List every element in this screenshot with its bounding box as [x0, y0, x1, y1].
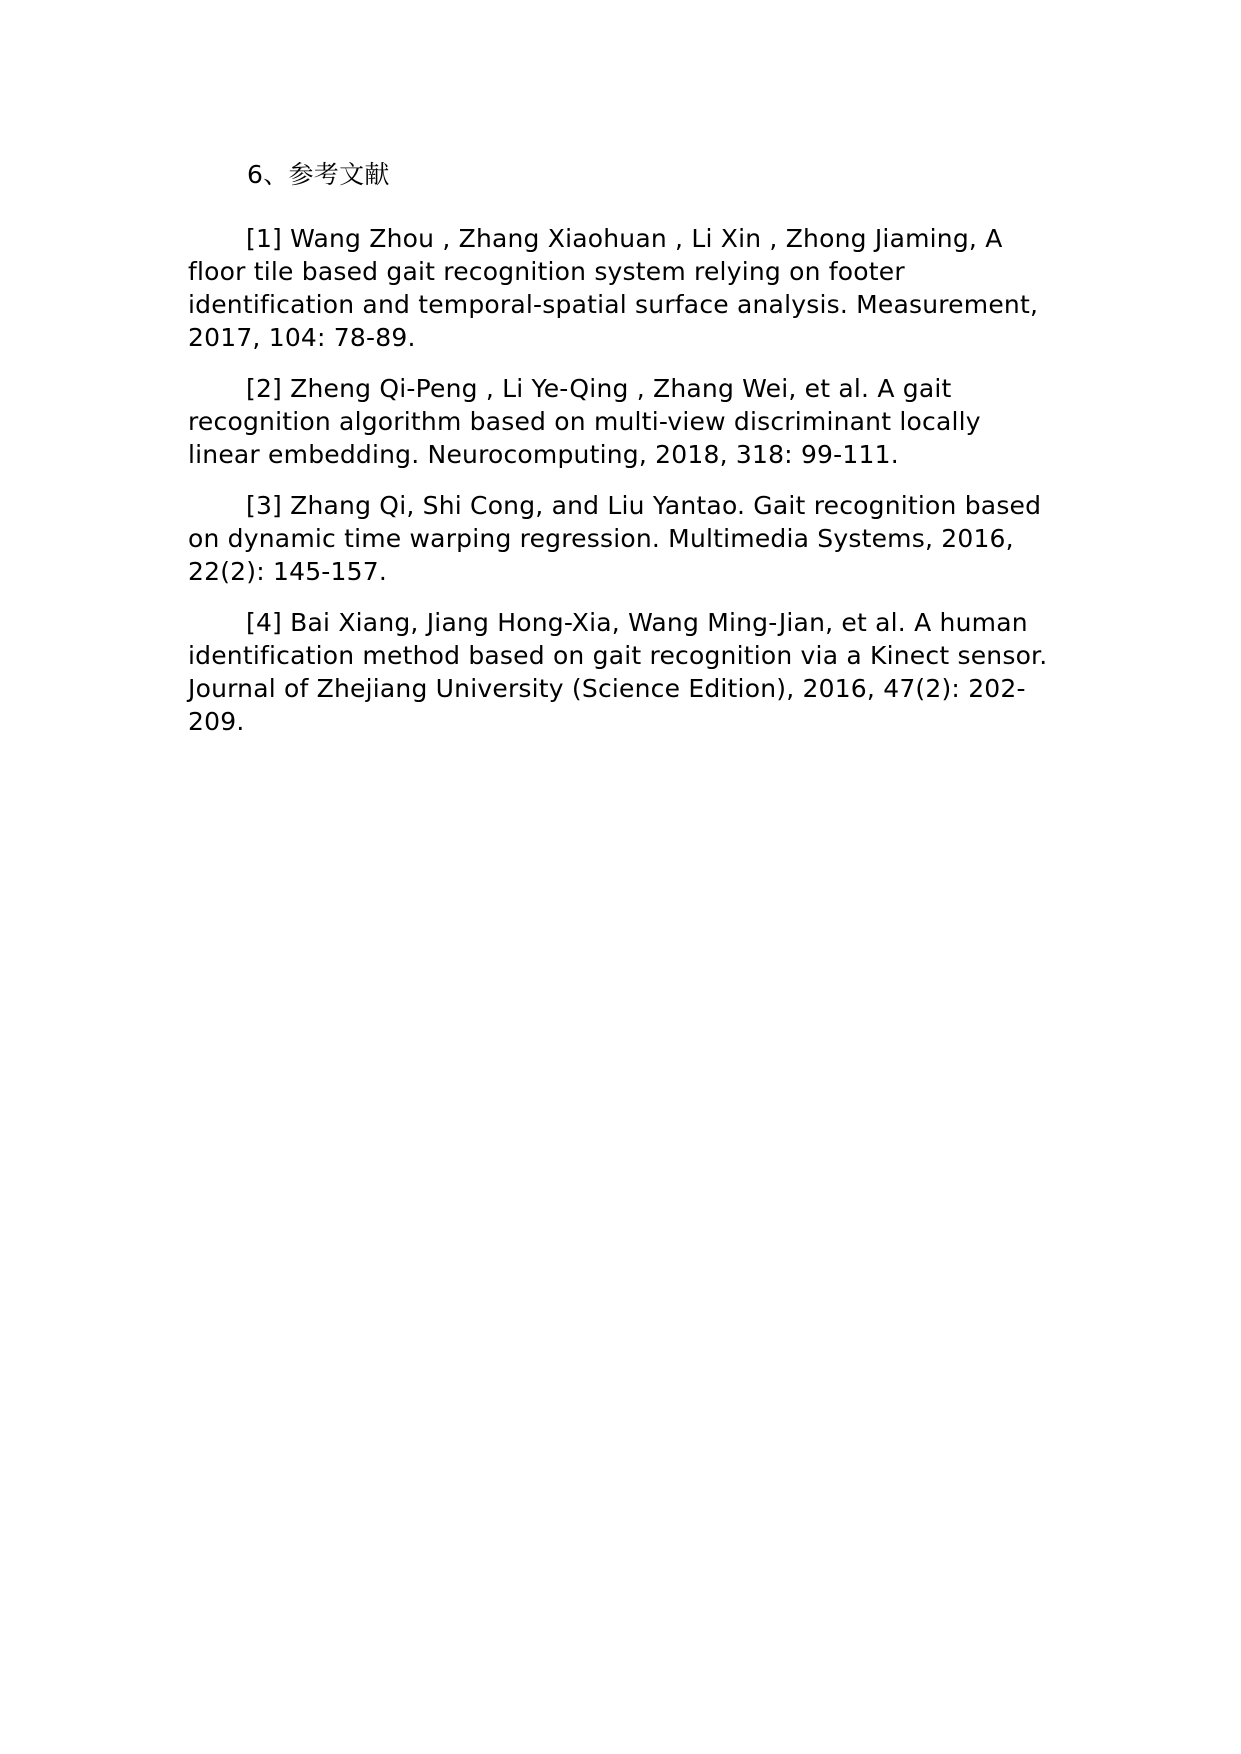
reference-item-4: [4] Bai Xiang, Jiang Hong-Xia, Wang Ming-Jian, et al. A human identification method based on gait recognition via a Kinect sensor. Journal of Zhejiang University (Science Edition), 2016, 47(2): 202-209. — [188, 608, 1048, 736]
reference-item-3: [3] Zhang Qi, Shi Cong, and Liu Yantao. Gait recognition based on dynamic time warping regression. Multimedia Systems, 2016, 22(2): 145-157. — [188, 491, 1042, 586]
section-heading: 6、参考文献 — [247, 160, 390, 189]
reference-list — [188, 222, 1058, 738]
reference-item-2: [2] Zheng Qi-Peng , Li Ye-Qing , Zhang Wei, et al. A gait recognition algorithm based on multi-view discriminant locally linear embedding. Neurocomputing, 2018, 318: 99-111. — [188, 374, 981, 469]
reference-item-1: [1] Wang Zhou , Zhang Xiaohuan , Li Xin , Zhong Jiaming, A floor tile based gait recognition system relying on footer identification and temporal-spatial surface analysis. Measurement, 2017, 104: 78-89. — [188, 224, 1039, 352]
